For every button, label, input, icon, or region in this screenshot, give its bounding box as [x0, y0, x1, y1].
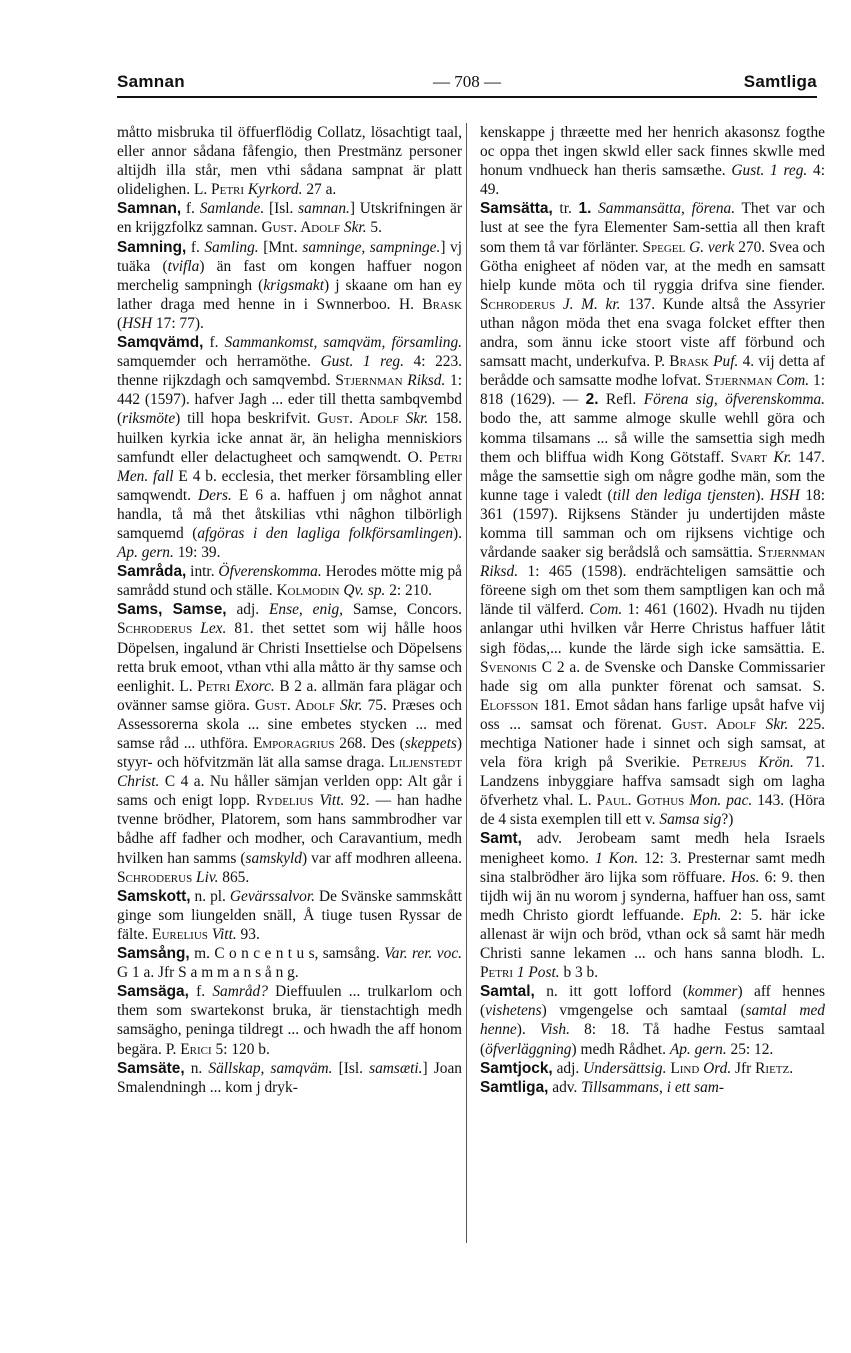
entry-text: 1: 461 (1602). Hvadh nu tijden anlangar uthi hvilken vår Herre Christus haffuer låtit sigh födas,... kunde the lärde sigh icke samsättia. E. [480, 601, 825, 657]
italic-text: Öfverenskomma. [218, 563, 322, 581]
source-author: Erici [180, 1040, 212, 1058]
entry-text: 1: 818 (1629). — [480, 372, 825, 409]
italic-text: Hos. [730, 868, 760, 886]
italic-text: samninge, sampninge. [302, 238, 441, 256]
entry-text: De Svänske sammskått ginge som liungelden snäll, Å tiuge tusen Ryssar de fälte. [117, 887, 462, 943]
entry-text [756, 716, 766, 733]
italic-text: vishetens [485, 1002, 542, 1020]
entry-text: G 1 a. Jfr S a m m a n s å n g. [117, 964, 299, 982]
entry-text [399, 410, 406, 427]
entry-text: [Isl. [264, 200, 299, 218]
entry-text: ( [117, 314, 123, 332]
italic-text: Ap. gern. [669, 1040, 727, 1058]
italic-text: Ap. gern. [117, 544, 174, 562]
entry-text: adj. [552, 1059, 584, 1077]
italic-text: tvifla [167, 257, 200, 275]
entry-text: 143. (Höra de 4 sista exemplen till ett v. [480, 792, 825, 829]
entry-text: n. [184, 1059, 209, 1077]
entry-text: 181. Emot sådan hans farlige upsåt hafve vij oss ... samsat och förenat. [480, 696, 825, 733]
italic-text: HSH [769, 486, 800, 504]
source-author: Gust. Adolf [254, 696, 335, 714]
entry-text: Samse, Concors. [343, 601, 462, 619]
page-number: — 708 — [433, 72, 501, 91]
italic-text: Riksd. [407, 372, 446, 390]
dictionary-entry [480, 982, 825, 1058]
italic-text: samskyld [245, 849, 302, 867]
italic-text: Skr. [405, 410, 429, 428]
entry-text: n. itt gott lofford ( [534, 983, 688, 1001]
italic-text: J. M. kr. [562, 295, 621, 313]
italic-text: HSH [122, 314, 153, 332]
entry-text: ) till hopa beskrifvit. [175, 410, 318, 428]
header-last-word: Samtliga [743, 72, 817, 91]
entry-text: 17: 77). [152, 314, 204, 332]
source-author: Paul. Gothus [596, 792, 685, 810]
italic-text: Puf. [713, 353, 739, 371]
headword: Samsäga, [117, 983, 189, 1001]
entry-text: 18: 361 (1597). Rijksens Ständer ju undertijden måste komma till samman och om rijksens vichtige och vårdande saaker sig berådslå och samsättia. [480, 486, 825, 562]
italic-text: Gust. 1 reg. [731, 162, 808, 180]
entry-text: [Isl. [332, 1059, 370, 1077]
entry-text: 1: 465 (1598). endrächteligen samsättie och föreene sigh om thet som them samptligen kan och må lände til välferd. [480, 563, 825, 619]
dictionary-entry [480, 123, 825, 199]
italic-text: 1 Post. [516, 964, 560, 982]
entry-text: Thet var och lust at see the fyra Elementer Sam-settia all then kraft som them tå var förlänter. [480, 200, 825, 256]
italic-text: kommer [687, 983, 738, 1001]
entry-text: 158. huilken kyrkia icke annat är, än heligha menniskiors samfundt eller delactugheet och samqwendt. O. [117, 410, 462, 466]
source-author: Liljenstedt [389, 754, 462, 772]
entry-text: n. pl. [190, 887, 230, 905]
entry-text: 4: 49. [480, 162, 825, 199]
entry-text: 81. thet settet som wij hålle hoos Döpelsen, ingalund är Christi Insettielse och Döpelsens retta bruk emoot, vthan vthi alla måtto är thy samse och eenlighit. L. [117, 620, 462, 695]
italic-text: krigsmakt [263, 276, 325, 294]
entry-text: B 2 a. allmän fara plägar och ovänner samse giöra. [117, 677, 462, 714]
italic-text: Undersättsig. [583, 1059, 667, 1077]
entry-text: adv. Jerobeam samt medh hela Israels menigheet komo. [480, 830, 825, 867]
entry-text: f. [186, 238, 205, 256]
entry-text: Dieffuulen ... trulkarlom och them som swartekonst bruka, är tienstachtigh medh samsägho, peninga tildregt ... och hwadh the aff honom begära. P. [117, 983, 462, 1058]
source-author: Elofsson [480, 696, 539, 714]
italic-text: Var. rer. voc. [384, 945, 462, 963]
source-author: Rydelius [256, 792, 314, 810]
entry-text: ) styyr- och höfvitzmän lät alla samse draga. [117, 735, 462, 772]
dictionary-entry [480, 199, 825, 829]
entry-text: m. C o n c e n t u s, samsång. [189, 945, 385, 963]
source-author: Petrejus [692, 754, 747, 772]
header-first-word: Samnan [117, 72, 185, 91]
source-author: Svenonis [480, 658, 537, 676]
entry-text: 225. mechtiga Nationer hade i sinnet och sigh samsat, at vela föra krigh på Sverikie. [480, 715, 825, 772]
source-author: Schroderus [117, 620, 193, 638]
right-column [480, 123, 825, 1097]
italic-text: Riksd. [480, 563, 519, 581]
italic-text: Skr. [343, 219, 367, 237]
entry-text: adv. [548, 1078, 582, 1096]
dictionary-entry [117, 199, 462, 237]
source-author: Rietz [755, 1059, 790, 1077]
entry-text: intr. [186, 563, 219, 581]
left-column [117, 123, 462, 1097]
source-author: Spegel [642, 238, 686, 256]
headword: Samsång, [117, 945, 190, 963]
headword: Samtjock, [480, 1059, 553, 1077]
entry-text: måtto misbruka til öffuerflödig Collatz, lösachtigt taal, eller annor sådana fåfengio, then Prestmänz personer altijdh illa står, men vthi sådana sampnat är platt olidelighen. L. [117, 124, 462, 199]
italic-text: Krön. [758, 754, 794, 772]
entry-text: 4: 223. thenne rijkzdagh och samqvembd. [117, 353, 462, 390]
dictionary-entry [117, 944, 462, 982]
entry-text: 5. [366, 219, 382, 237]
entry-text: ). [453, 524, 462, 542]
dictionary-entry [117, 982, 462, 1058]
entry-text: tr. [552, 200, 579, 218]
italic-text: afgöras i den lagliga folkförsamlingen [197, 524, 454, 542]
entry-text: 19: 39. [173, 544, 221, 562]
source-author: Brask [669, 353, 709, 371]
italic-text: Qv. sp. [343, 582, 386, 600]
source-author: Gust. Adolf [671, 715, 756, 733]
entry-text: ?) [721, 811, 734, 829]
entry-text: C 4 a. Nu håller sämjan verlden opp: Alt går i sams och enigt lopp. [117, 773, 462, 810]
source-author: Stjernman [335, 372, 403, 390]
italic-text: Com. [776, 372, 810, 390]
entry-text: E 6 a. haffuen j om någhot annat handla, tå må thet åtskilias vthi nâghon tilbörligh samquemd ( [117, 486, 462, 542]
source-author: Petri [197, 677, 231, 695]
entry-text: 270. Svea och Götha enigheet af nöden var, at the medh en samsatt hielp kunde möta och til ryggia drifva sine fiender. [480, 238, 825, 294]
headword: Samnan, [117, 200, 182, 218]
entry-text: samquemder och herramöthe. [117, 353, 321, 371]
entry-text: ) var aff modhren alleena. [301, 849, 462, 867]
italic-text: Sammansätta, förena. [598, 200, 736, 218]
source-author: Petri [480, 964, 513, 982]
source-author: Eurelius [152, 925, 208, 943]
source-author: Emporagrius [253, 735, 335, 752]
italic-text: Vitt. [211, 925, 237, 943]
italic-text: Sammankomst, samqväm, församling. [224, 334, 463, 352]
italic-text: Lex. [200, 620, 227, 638]
entry-text: ) än fast om kongen haffuer nogon merchelig sampningh ( [117, 257, 463, 294]
italic-text: Samlande. [199, 200, 265, 218]
source-author: Stjernman [757, 544, 825, 562]
headword: Samqvämd, [117, 334, 204, 352]
entry-text: E 4 b. ecclesia, thet merker försambling eller samqwendt. [117, 467, 462, 504]
dictionary-entry [117, 562, 462, 600]
italic-text: till den lediga tjensten [612, 486, 756, 504]
italic-text: samnan. [298, 200, 350, 218]
dictionary-entry [117, 333, 462, 562]
source-author: Brask [422, 295, 462, 313]
headword: Samråda, [117, 563, 187, 581]
entry-text: 268. Des ( [334, 735, 405, 752]
entry-text: adj. [226, 601, 270, 619]
italic-text: Liv. [196, 868, 219, 886]
italic-text: Eph. [692, 906, 722, 924]
italic-text: Com. [589, 601, 623, 619]
entry-text: ) medh Rådhet. [571, 1040, 670, 1058]
column-divider [466, 123, 467, 1243]
source-author: Stjernman [705, 372, 773, 390]
source-author: Svart [730, 448, 768, 466]
entry-text: ). [755, 486, 770, 504]
italic-text: Skr. [339, 696, 363, 714]
dictionary-entry [117, 1059, 462, 1097]
italic-text: Ense, enig, [269, 601, 344, 619]
italic-text: Kr. [773, 448, 792, 466]
entry-text: ). [516, 1021, 540, 1039]
italic-text: Kyrkord. [247, 181, 303, 199]
entry-text: 1. [578, 200, 592, 218]
dictionary-entry [480, 829, 825, 982]
entry-text: f. [188, 983, 213, 1001]
entry-text: C 2 a. de Svenske och Danske Commissarier hade sig om alla punkter förenat och samsat. S. [480, 658, 825, 695]
entry-text: b 3 b. [559, 964, 599, 982]
entry-text: 4. vij detta af berådde och samsatte modhe lofvat. [480, 353, 825, 390]
italic-text: Men. fall [117, 467, 174, 485]
italic-text: Samråd? [212, 983, 268, 1001]
italic-text: Sällskap, samqväm. [208, 1059, 333, 1077]
dictionary-entry [117, 123, 462, 199]
entry-text: Jfr [731, 1059, 756, 1077]
entry-text: 27 a. [302, 181, 337, 199]
italic-text: Mon. pac. [689, 792, 753, 810]
entry-text: 2: 210. [385, 582, 432, 600]
headword: Samt, [480, 830, 522, 848]
source-author: Gust. Adolf [261, 219, 341, 237]
italic-text: skeppets [404, 735, 457, 752]
entry-text: ) aff hennes ( [480, 983, 825, 1020]
running-header [117, 70, 817, 98]
headword: Sams, Samse, [117, 601, 227, 619]
entry-text: ] Utskrifningen är en krijgzfolkz samnan. [117, 200, 463, 237]
italic-text: Vitt. [319, 792, 345, 810]
entry-text: kenskappe j thræette med her henrich akasonsz fogthe oc oppa thet ingen skwld eller sack finnes skwlle med honum vndhueck han theris samsæthe. [480, 124, 825, 180]
entry-text: ] Joan Smalendningh ... kom j dryk- [117, 1059, 462, 1096]
italic-text: Vish. [539, 1021, 570, 1039]
entry-text: 25: 12. [726, 1040, 774, 1058]
italic-text: samsæti. [369, 1059, 423, 1077]
entry-text: 1: 442 (1597). hafver Jagh ... eder till thetta sambqvembd ( [117, 372, 463, 428]
entry-text: 137. Kunde altså the Assyrier uthan någon möda thet ena svaga folcket effter then andra, som ännu icke stoort viste aff förbund och samsatt macht, underkufva. P. [480, 295, 825, 371]
dictionary-entry [480, 1059, 825, 1078]
source-author: Lind [670, 1059, 700, 1077]
entry-text: 865. [218, 868, 250, 886]
italic-text: G. verk [689, 238, 735, 256]
entry-text: f. [181, 200, 200, 218]
entry-text: ] vj tuäka ( [117, 238, 462, 275]
source-author: Schroderus [480, 295, 556, 313]
entry-text: 93. [236, 925, 260, 943]
headword: Samtliga, [480, 1078, 549, 1096]
italic-text: 1 Kon. [595, 849, 639, 867]
entry-text: . [789, 1059, 794, 1077]
italic-text: Gevärssalvor. [229, 887, 315, 905]
entry-text: 5: 120 b. [211, 1040, 270, 1058]
entry-text: 92. — han hadhe tvenne brödher, Platorem, som hans sammbrodher var bådhe aff fadher och modher, och Caravantium, medh hvilken han samms ( [117, 792, 462, 867]
italic-text: Samsa sig [659, 811, 722, 829]
entry-text: 12: 3. Presternar samt medh sina stalbrödher äro lijka som röffuare. [480, 849, 826, 886]
entry-text: Refl. [598, 391, 644, 409]
dictionary-entry [480, 1078, 825, 1097]
source-author: Schroderus [117, 868, 193, 886]
dictionary-entry [117, 600, 462, 886]
italic-text: öfverläggning [485, 1040, 572, 1058]
italic-text: riksmöte [122, 410, 176, 428]
entry-text: 71. Landzens inbyggiare haffva samsadt sigh om lagha öfverhetz vhal. L. [480, 754, 825, 810]
entry-text: ) vmgengelse och samtaal ( [541, 1002, 746, 1020]
italic-text: Förena sig, öfverenskomma. [643, 391, 825, 409]
italic-text: Tillsammans, i ett sam- [581, 1078, 725, 1096]
source-author: Petri [211, 181, 245, 199]
dictionary-entry [117, 238, 462, 333]
entry-text: [Mnt. [258, 238, 303, 256]
headword: Samsäte, [117, 1059, 185, 1077]
entry-text [746, 754, 758, 771]
entry-text: 2: 5. här icke allenast är wijn och bröd, vthan ock så samt här medh Christi sanne lekamen ... och hans sanna blodh. L. [480, 906, 825, 963]
headword: Samtal, [480, 983, 535, 1001]
entry-text: Herodes mötte mig på samrådd stund och ställe. [117, 563, 462, 600]
italic-text: Samling. [204, 238, 259, 256]
dictionary-entry [117, 887, 462, 944]
italic-text: Gust. 1 reg. [320, 353, 404, 371]
source-author: Kolmodin [276, 582, 340, 600]
entry-text: 147. måge the samsettie sigh om någre godhe män, som the kunne tage i valedt ( [480, 448, 825, 504]
entry-text: ) j skaane om han ey lather draga med henne in i Swnnerboo. H. [117, 276, 462, 313]
entry-text: bodo the, att samme almoge skulle wehll göra och komma tilsamans ... så wille the samsettia sigh medh them och bliffua widh Kong Götstaff. [480, 410, 825, 466]
source-author: Gust. Adolf [317, 410, 399, 428]
italic-text: Exorc. [234, 677, 275, 695]
italic-text: Ders. [198, 486, 232, 504]
entry-text: 75. Præses och Assessorerna skola ... sine embetes stycken ... med samse råd ... uthföra. [117, 696, 462, 752]
headword: Samning, [117, 238, 187, 256]
italic-text: Ord. [703, 1059, 732, 1077]
italic-text: Skr. [765, 715, 789, 733]
entry-text [555, 296, 563, 313]
entry-text: 6: 9. then tijdh wij än nu worom j synderna, haffuer han oss, samt medh Christo giordt leffuande. [480, 868, 825, 924]
headword: Samsätta, [480, 200, 553, 218]
italic-text: samtal med henne [480, 1002, 825, 1039]
entry-text: 8: 18. Tå hadhe Festus samtaal ( [480, 1021, 825, 1058]
entry-text: f. [203, 334, 225, 352]
entry-text: 2. [585, 391, 599, 409]
source-author: Petri [429, 448, 462, 466]
italic-text: Christ. [117, 773, 160, 791]
headword: Samskott, [117, 887, 191, 905]
